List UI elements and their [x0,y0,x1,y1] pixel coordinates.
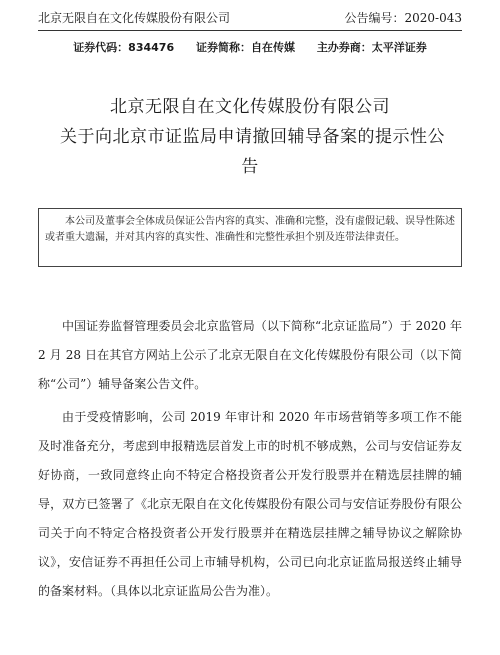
document-title [60,92,445,182]
title-line-1: 北京无限自在文化传媒股份有限公司 [110,97,390,117]
stock-code: 证券代码：834476 [73,41,175,54]
page-header [38,8,462,28]
lead-sponsor: 主办券商：太平洋证券 [316,41,427,54]
body-paragraph-1: 中国证券监督管理委员会北京监管局（以下简称“北京证监局”）于 2020 年 2 月 28 日在其官方网站上公示了北京无限自在文化传媒股份有限公司（以下简称“公司”）辅导备案公告文件。 [38,319,462,391]
securities-info-line [0,40,500,56]
body-paragraph-2: 由于受疫情影响，公司 2019 年审计和 2020 年市场营销等多项工作不能及时准备充分，考虑到申报精选层首发上市的时机不够成熟，公司与安信证券友好协商，一致同意终止向不特定合格投资者公开发行股票并在精选层挂牌的辅导，双方已签署了《北京无限自在文化传媒股份有限公司与安信证券股份有限公司关于向不特定合格投资者公开发行股票并在精选层挂牌之辅导协议之解除协议》，安信证券不再担任公司上市辅导机构，公司已向北京证监局报送终止辅导的备案材料。（具体以北京证监局公告为准）。 [38,410,462,598]
disclaimer-box: 本公司及董事会全体成员保证公告内容的真实、准确和完整，没有虚假记载、误导性陈述或者重大遗漏，并对其内容的真实性、准确性和完整性承担个别及连带法律责任。 [38,208,462,267]
stock-abbreviation: 证券简称：自在传媒 [195,41,295,54]
title-line-2: 关于向北京市证监局申请撤回辅导备案的提示性公 [60,127,445,147]
header-announcement-number: 公告编号：2020-043 [344,11,462,25]
header-divider [38,30,462,31]
header-company-name: 北京无限自在文化传媒股份有限公司 [38,11,231,25]
title-line-3: 告 [241,157,259,177]
document-body [38,312,462,610]
